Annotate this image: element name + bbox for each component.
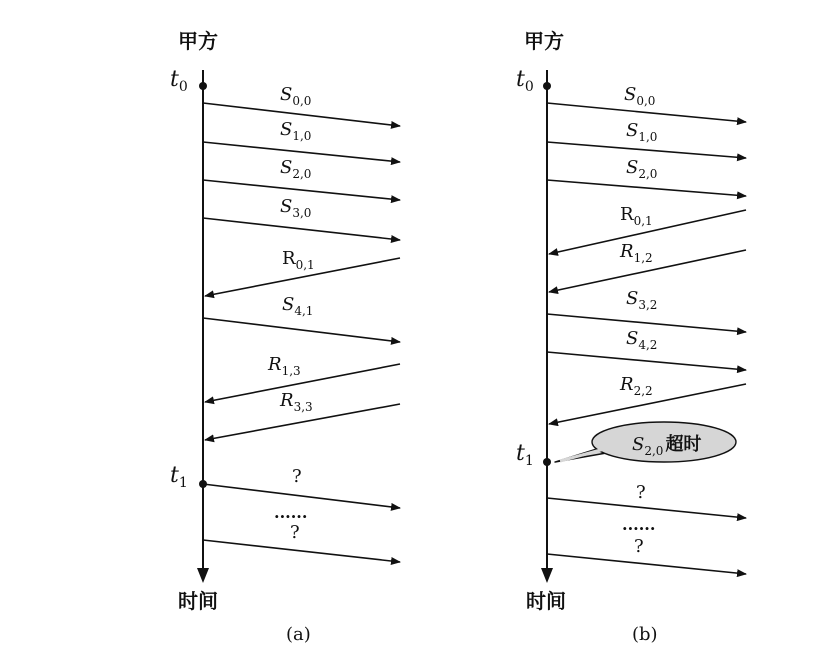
t1-label-b: $t_1$: [516, 441, 534, 469]
sender-label-b: 甲方: [524, 29, 564, 53]
frame-label-b-s00: $S_{0,0}$: [624, 84, 656, 108]
frame-arrow-b-s10: [547, 142, 746, 158]
frame-label-b-s20: $S_{2,0}$: [626, 157, 658, 181]
frame-label-b-r01: $R_{0,1}$: [620, 204, 653, 228]
frame-arrow-b-s20: [547, 180, 746, 196]
frame-label-a-s30: $S_{3,0}$: [280, 196, 312, 220]
frame-arrow-a-s30: [203, 218, 400, 240]
caption-a: (a): [286, 624, 311, 645]
frame-label-b-s10: $S_{1,0}$: [626, 120, 658, 144]
frame-label-a-s00: $S_{0,0}$: [280, 84, 312, 108]
timeout-bubble: [592, 422, 736, 462]
timeline-arrowhead-a: [197, 568, 209, 583]
frame-label-b-s32: $S_{3,2}$: [626, 288, 658, 312]
ellipsis-a: ......: [274, 503, 308, 522]
frame-arrow-b-s42: [547, 352, 746, 370]
unknown-label-a-2: ?: [290, 522, 300, 543]
panel-b: [516, 29, 746, 645]
timeline-arrowhead-b: [541, 568, 553, 583]
frame-label-a-s20: $S_{2,0}$: [280, 157, 312, 181]
frame-arrow-a-s20: [203, 180, 400, 200]
unknown-arrow-a-2: [203, 540, 400, 562]
frame-label-a-r01: $R_{0,1}$: [282, 248, 315, 272]
t0-dot-b: [543, 82, 551, 90]
frame-arrow-a-s10: [203, 142, 400, 162]
frame-label-b-r12: $R_{1,2}$: [620, 241, 653, 265]
t0-dot-a: [199, 82, 207, 90]
caption-b: (b): [632, 624, 658, 645]
panel-a: [170, 29, 400, 645]
time-label-b: 时间: [526, 589, 566, 613]
unknown-label-b-2: ?: [634, 536, 644, 557]
sender-label-a: 甲方: [178, 29, 218, 53]
unknown-arrow-b-2: [547, 554, 746, 574]
frame-arrow-a-s41: [203, 318, 400, 342]
frame-label-a-s10: $S_{1,0}$: [280, 119, 312, 143]
frame-label-a-r33: $R_{3,3}$: [280, 390, 313, 414]
timeout-label: $S_{2,0}$ 超时: [632, 434, 702, 458]
frame-label-b-s42: $S_{4,2}$: [626, 328, 658, 352]
frame-label-a-s41: $S_{4,1}$: [282, 294, 314, 318]
t1-label-a: $t_1$: [170, 463, 188, 491]
t1-dot-b: [543, 458, 551, 466]
frame-label-a-r13: $R_{1,3}$: [268, 354, 301, 378]
frame-arrow-b-s32: [547, 314, 746, 332]
unknown-label-b-1: ?: [636, 482, 646, 503]
ellipsis-b: ......: [622, 515, 656, 534]
t0-label-b: $t_0$: [516, 67, 534, 95]
unknown-label-a-1: ?: [292, 466, 302, 487]
frame-arrow-a-r13: [205, 364, 400, 402]
frame-label-b-r22: $R_{2,2}$: [620, 374, 653, 398]
t0-label-a: $t_0$: [170, 67, 188, 95]
time-label-a: 时间: [178, 589, 218, 613]
